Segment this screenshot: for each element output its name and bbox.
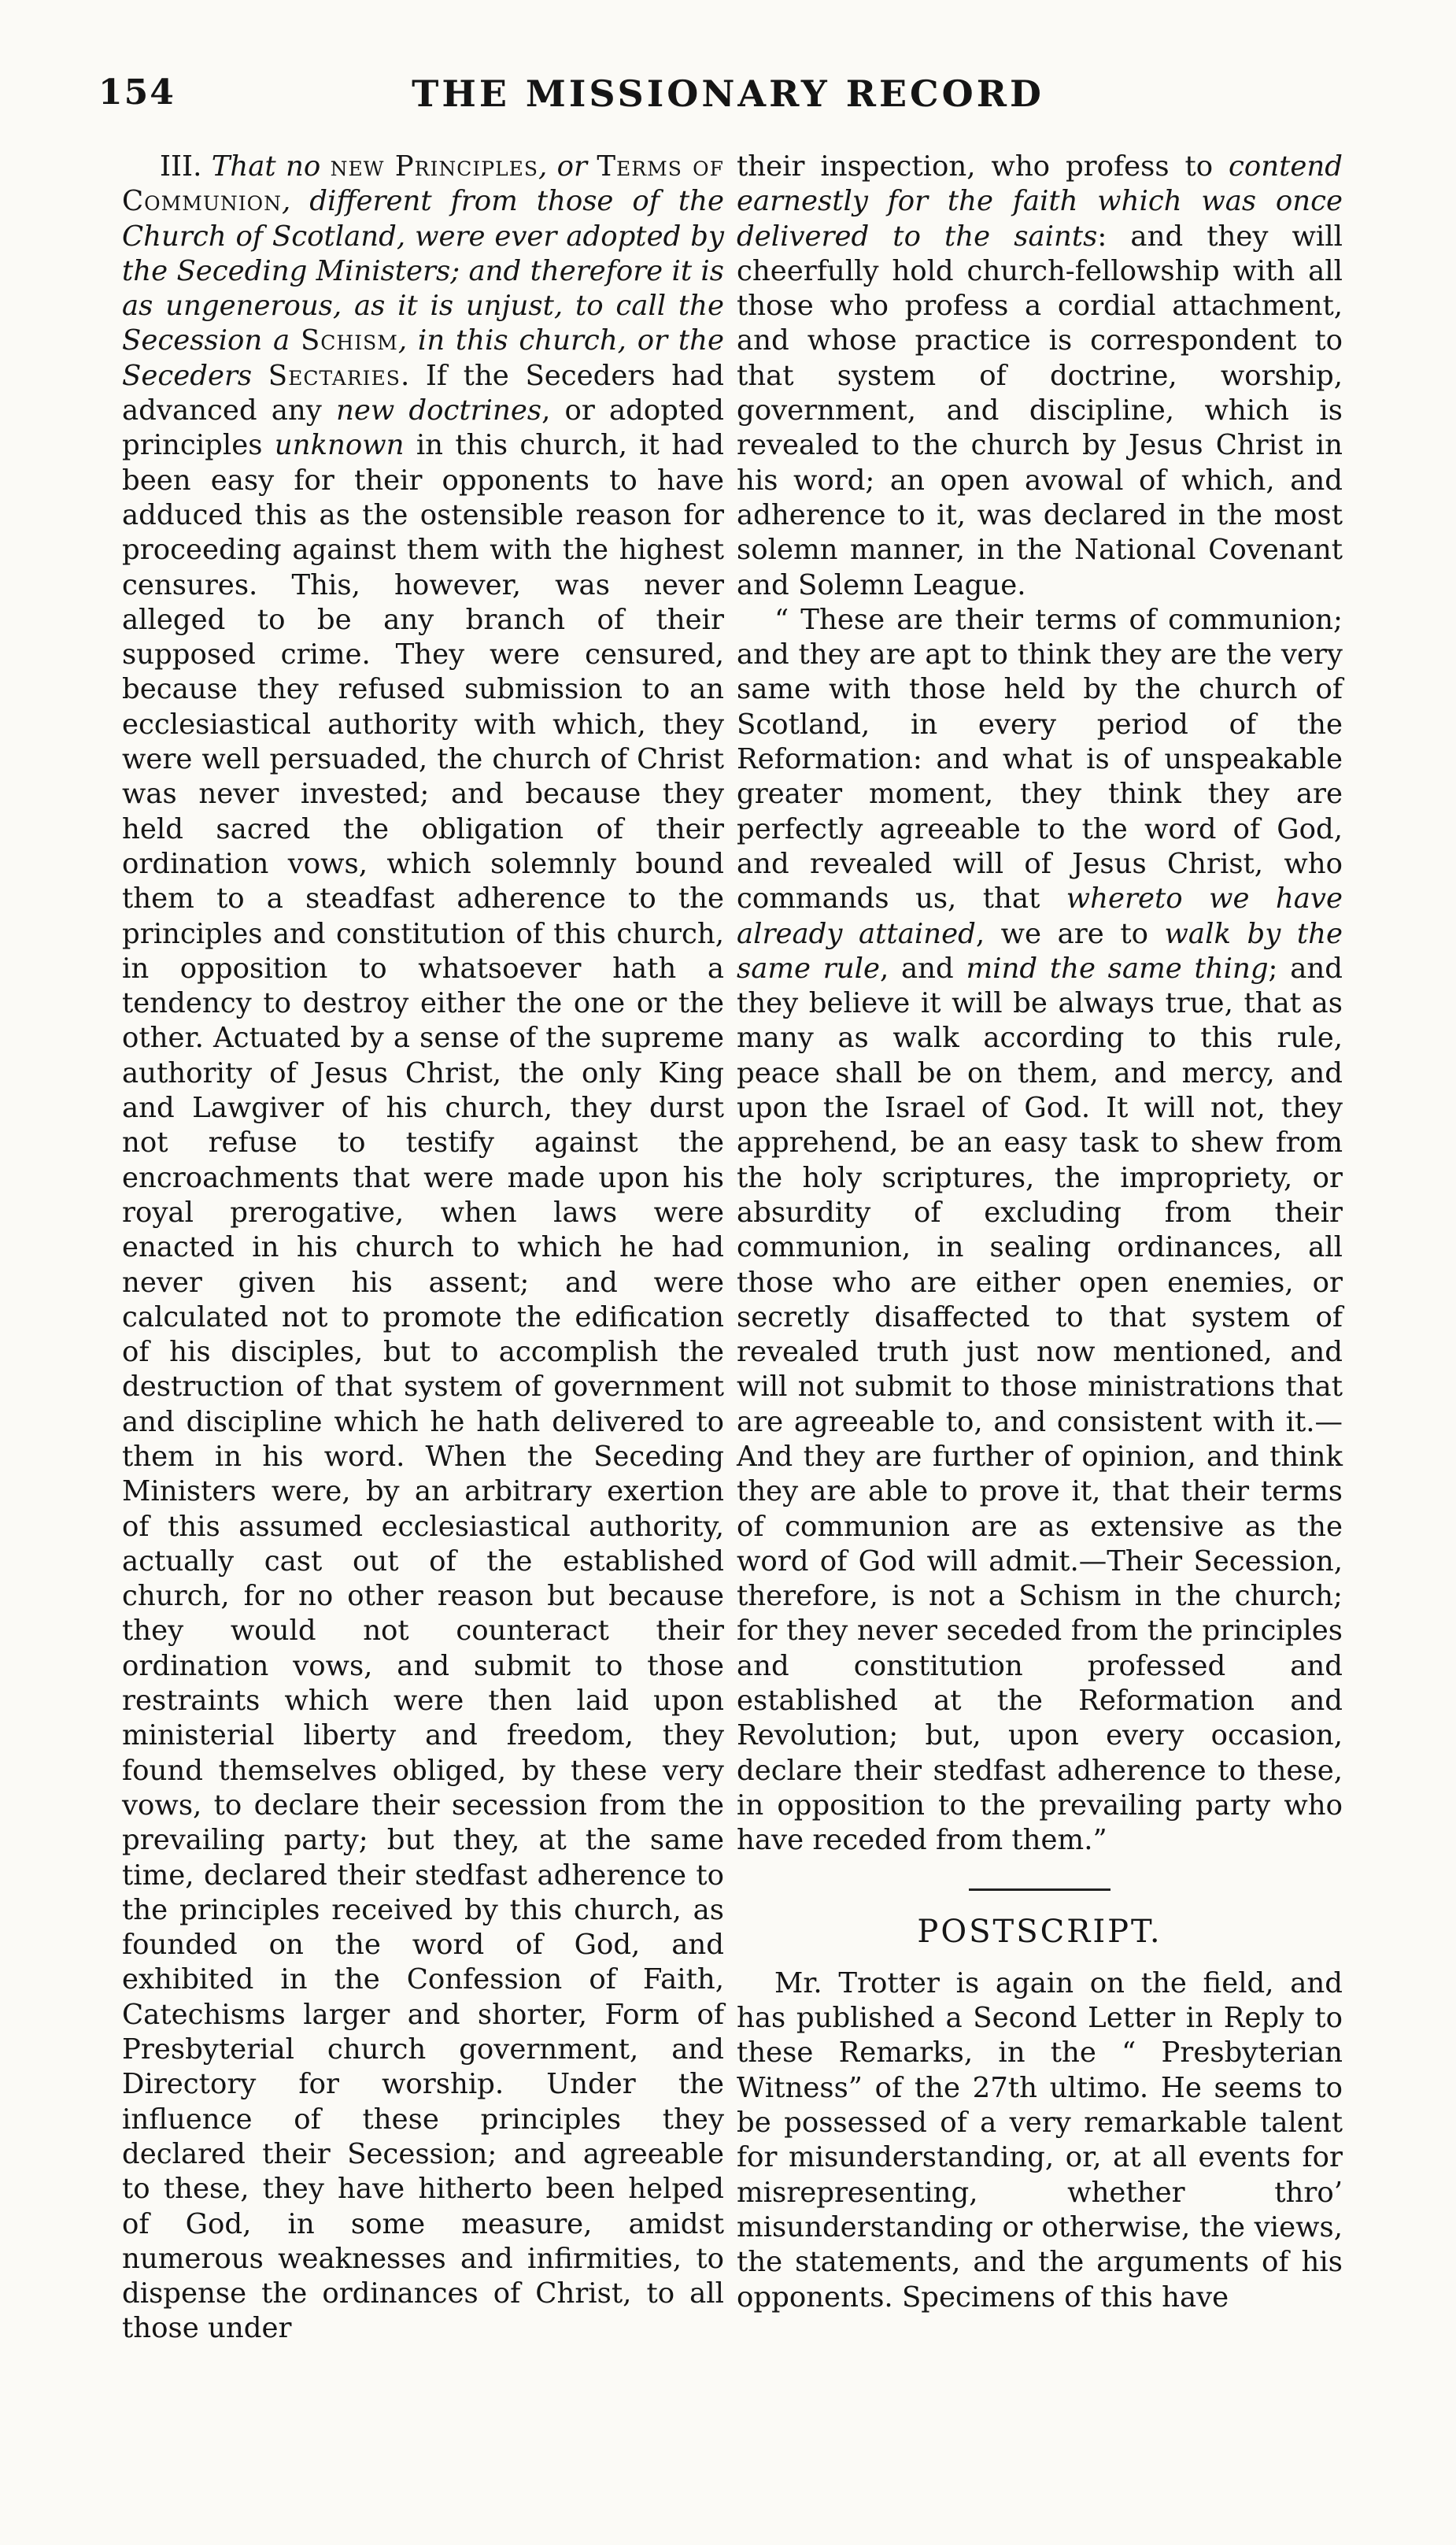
smallcaps-span: Sectaries <box>268 359 401 392</box>
italic-span: mind the same thing <box>966 952 1269 985</box>
section-number: III. <box>160 150 212 183</box>
body-text: , or adopted principles <box>122 394 725 462</box>
section-divider <box>969 1888 1110 1891</box>
postscript-paragraph: Mr. Trotter is again on the field, and has published a Second Letter in Reply to these Remarks, in the “ Presbyterian Witness” of the 27th ultimo. He seems to be possessed of a very remarkable talent for misunderstanding, or, at all events for misrepresenting, whether thro’ misunderstanding or otherwise, the views, the statements, and the arguments of his opponents. Specimens of this have <box>737 1966 1343 2314</box>
italic-span: , or <box>538 150 597 183</box>
body-text: : and they will cheerfully hold church-fellowship with all those who profess a cordial attachment, and whose practice is correspondent to that system of doctrine, worship, government, and discipline, which is revealed to the church by Jesus Christ in his word; an open avowal of which, and adherence to it, was declared in the most solemn manner, in the National Covenant and Solemn League. <box>737 220 1343 601</box>
italic-span: , in this church, or the Seceders <box>122 324 724 392</box>
section-iii-paragraph <box>122 150 724 2347</box>
italic-span: whereto we have already attained <box>737 882 1343 950</box>
right-column <box>737 150 1343 2315</box>
running-title: THE MISSIONARY RECORD <box>412 72 1044 115</box>
smallcaps-span: new Principles <box>330 150 539 183</box>
body-text: in this church, it had been easy for their opponents to have adduced this as the ostensible reason for proceeding against them with the highest censures. This, however, was never alleged to be any branch of their supposed crime. They were censured, because they refused submission to an ecclesiastical authority with which, they were well persuaded, the church of Christ was never invested; and because they held sacred the obligation of their ordination vows, which solemnly bound them to a steadfast adherence to the principles and constitution of this church, in opposition to whatsoever hath a tendency to destroy either the one or the other. Actuated by a sense of the supreme authority of Jesus Christ, the only King and Lawgiver of his church, they durst not refuse to testify against the encroachments that were made upon his royal prerogative, when laws were enacted in his church to which he had never given his assent; and were calculated not to promote the edification of his disciples, but to accomplish the destruction of that system of government and discipline which he hath delivered to them in his word. When the Seceding Ministers were, by an arbitrary exertion of this assumed ecclesiastical authority, actually cast out of the established church, for no other reason but because they would not counteract their ordination vows, and submit to those restraints which were then laid upon ministerial liberty and freedom, they found themselves obliged, by these very vows, to declare their secession from the prevailing party; but they, at the same time, declared their stedfast adherence to the principles received by this church, as founded on the word of God, and exhibited in the Confession of Faith, Catechisms larger and shorter, Form of Presbyterial church government, and Directory for worship. Under the influence of these principles they declared their Secession; and agreeable to these, they have hitherto been helped of God, in some measure, amidst numerous weaknesses and infirmities, to dispense the ordinances of Christ, to all those under <box>122 429 724 2345</box>
smallcaps-span: Schism <box>300 324 398 357</box>
body-text: , we are to <box>975 917 1165 950</box>
italic-span: new doctrines <box>336 394 542 427</box>
italic-span: contend earnestly for the faith which was once delivered to the saints <box>737 150 1343 253</box>
smallcaps-span: Terms of Communion <box>122 150 725 218</box>
italic-span: unknown <box>274 429 405 462</box>
body-text: “ These are their terms of communion; and they are apt to think they are the very same with those held by the church of Scotland, in every period of the Reformation: and what is of unspeakable greater moment, they think they are perfectly agreeable to the word of God, and revealed will of Jesus Christ, who commands us, that <box>737 603 1343 916</box>
quoted-paragraph <box>737 603 1343 1859</box>
running-head <box>98 72 1358 128</box>
body-text: , and <box>879 952 966 985</box>
body-text: ; and they believe it will be always true, that as many as walk according to this rule, peace shall be on them, and mercy, and upon the Israel of God. It will not, they apprehend, be an easy task to shew from the holy scriptures, the impropriety, or absurdity of excluding from their communion, in sealing ordinances, all those who are either open enemies, or secretly disaffected to that system of revealed truth just now mentioned, and will not submit to those ministrations that are agreeable to, and consistent with it.—And they are further of opinion, and think they are able to prove it, that their terms of communion are as extensive as the word of God will admit.—Their Secession, therefore, is not a Schism in the church; for they never seceded from the principles and constitution professed and established at the Reformation and Revolution; but, upon every occasion, declare their stedfast adherence to these, in opposition to the prevailing party who have receded from them.” <box>737 952 1343 1857</box>
body-text: their inspection, who profess to <box>737 150 1229 183</box>
left-column <box>122 150 724 2347</box>
postscript-title: POSTSCRIPT. <box>917 1913 1162 1950</box>
body-text: . If the Seceders had advanced any <box>122 359 724 427</box>
italic-span: That no <box>211 150 331 183</box>
italic-span: , different from those of the Church of Scotland, were ever adopted by the Seceding Ministers; and therefore it is as ungenerous, as it is unjust, to call the Secession a <box>122 185 724 357</box>
page-number: 154 <box>98 72 176 113</box>
italic-span: walk by the same rule <box>737 917 1343 985</box>
continued-paragraph <box>737 150 1343 603</box>
